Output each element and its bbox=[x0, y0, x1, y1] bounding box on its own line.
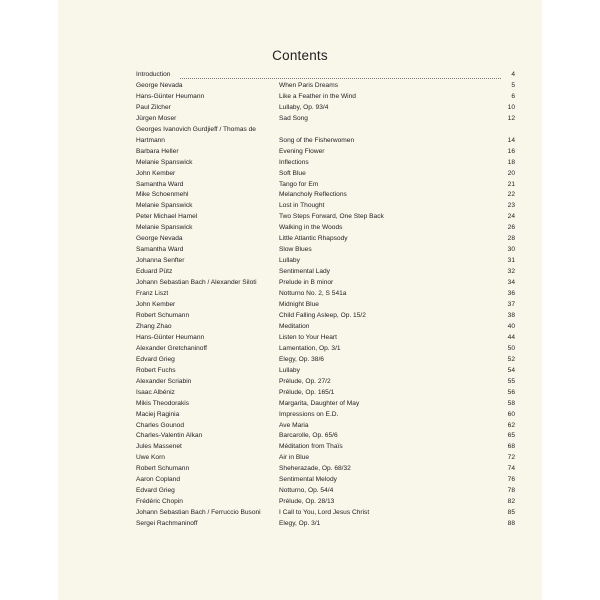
toc-entry[interactable] bbox=[136, 201, 515, 212]
toc-entry[interactable] bbox=[136, 421, 515, 432]
composer-name: Johann Sebastian Bach / Alexander Siloti bbox=[136, 279, 257, 287]
toc-entry[interactable] bbox=[136, 234, 515, 245]
page-number: 78 bbox=[507, 487, 515, 495]
toc-entry[interactable] bbox=[136, 344, 515, 355]
toc-entry[interactable] bbox=[136, 431, 515, 442]
toc-entry[interactable] bbox=[136, 322, 515, 333]
piece-title: Sad Song bbox=[279, 114, 308, 122]
piece-title: When Paris Dreams bbox=[279, 81, 338, 89]
piece-title: Sheherazade, Op. 68/32 bbox=[279, 465, 351, 473]
page-number: 55 bbox=[507, 377, 515, 385]
page-number: 56 bbox=[507, 388, 515, 396]
toc-introduction-row[interactable] bbox=[136, 70, 515, 81]
page-number: 85 bbox=[507, 509, 515, 517]
piece-title: Soft Blue bbox=[279, 169, 306, 177]
dot-leader bbox=[180, 78, 501, 79]
page-number: 40 bbox=[507, 322, 515, 330]
composer-name: Edvard Grieg bbox=[136, 487, 175, 495]
piece-title: Prélude, Op. 27/2 bbox=[279, 377, 331, 385]
piece-title: Méditation from Thaïs bbox=[279, 443, 343, 451]
composer-name: Paul Zilcher bbox=[136, 103, 171, 111]
composer-name: Alexander Scriabin bbox=[136, 377, 192, 385]
piece-title: Elegy, Op. 3/1 bbox=[279, 520, 321, 528]
toc-entry[interactable] bbox=[136, 486, 515, 497]
composer-name: Franz Liszt bbox=[136, 290, 169, 298]
composer-name: Melanie Spanswick bbox=[136, 158, 193, 166]
composer-name: Charles Gounod bbox=[136, 421, 185, 429]
composer-name: Hans-Günter Heumann bbox=[136, 333, 205, 341]
composer-name: Georges Ivanovich Gurdjieff / Thomas de Hartmann bbox=[136, 125, 256, 144]
toc-entry[interactable] bbox=[136, 300, 515, 311]
composer-name: Robert Schumann bbox=[136, 465, 190, 473]
table-of-contents bbox=[136, 70, 515, 530]
composer-name: Edvard Grieg bbox=[136, 355, 175, 363]
toc-entry[interactable] bbox=[136, 410, 515, 421]
toc-entry[interactable] bbox=[136, 103, 515, 114]
composer-name: Charles-Valentin Alkan bbox=[136, 432, 203, 440]
composer-name: Melanie Spanswick bbox=[136, 224, 193, 232]
page-number: 14 bbox=[507, 136, 515, 144]
page-number: 23 bbox=[507, 202, 515, 210]
toc-entry[interactable] bbox=[136, 475, 515, 486]
composer-name: Mike Schoenmehl bbox=[136, 191, 189, 199]
piece-title: Notturno No. 2, S 541a bbox=[279, 290, 347, 298]
introduction-label: Introduction bbox=[136, 71, 171, 78]
toc-entry[interactable] bbox=[136, 212, 515, 223]
composer-name: Frédéric Chopin bbox=[136, 498, 183, 506]
toc-entry[interactable] bbox=[136, 245, 515, 256]
page-number: 76 bbox=[507, 476, 515, 484]
page-number: 10 bbox=[507, 103, 515, 111]
toc-entry[interactable] bbox=[136, 366, 515, 377]
toc-entry[interactable] bbox=[136, 311, 515, 322]
page-number: 82 bbox=[507, 498, 515, 506]
composer-name: Mikis Theodorakis bbox=[136, 399, 190, 407]
piece-title: Song of the Fisherwomen bbox=[279, 136, 355, 144]
piece-title: Evening Flower bbox=[279, 147, 325, 155]
piece-title: Impressions on E.D. bbox=[279, 410, 339, 418]
toc-entry[interactable] bbox=[136, 190, 515, 201]
toc-entry[interactable] bbox=[136, 147, 515, 158]
composer-name: Alexander Gretchaninoff bbox=[136, 344, 207, 352]
composer-name: Peter Michael Hamel bbox=[136, 213, 198, 221]
toc-entry[interactable] bbox=[136, 519, 515, 530]
piece-title: Meditation bbox=[279, 322, 310, 330]
composer-name: George Nevada bbox=[136, 81, 183, 89]
page-number: 60 bbox=[507, 410, 515, 418]
page-number: 34 bbox=[507, 279, 515, 287]
composer-name: Hans-Günter Heumann bbox=[136, 92, 205, 100]
piece-title: Air in Blue bbox=[279, 454, 310, 462]
page-number: 22 bbox=[507, 191, 515, 199]
piece-title: I Call to You, Lord Jesus Christ bbox=[279, 509, 370, 517]
toc-entry[interactable] bbox=[136, 81, 515, 92]
composer-name: John Kember bbox=[136, 301, 176, 309]
toc-entry[interactable] bbox=[136, 278, 515, 289]
toc-entry[interactable] bbox=[136, 464, 515, 475]
toc-entry[interactable] bbox=[136, 399, 515, 410]
piece-title: Little Atlantic Rhapsody bbox=[279, 235, 348, 243]
page-number: 72 bbox=[507, 454, 515, 462]
toc-entry[interactable] bbox=[136, 169, 515, 180]
page-number: 65 bbox=[507, 432, 515, 440]
piece-title: Lost in Thought bbox=[279, 202, 325, 210]
piece-title: Sentimental Lady bbox=[279, 268, 330, 276]
piece-title: Prelude in B minor bbox=[279, 279, 334, 287]
page-number: 38 bbox=[507, 311, 515, 319]
composer-name: Sergei Rachmaninoff bbox=[136, 520, 198, 528]
toc-entry[interactable] bbox=[136, 289, 515, 300]
contents-page bbox=[58, 0, 542, 600]
page-number: 16 bbox=[507, 147, 515, 155]
toc-entry[interactable] bbox=[136, 114, 515, 125]
page-title: Contents bbox=[272, 48, 328, 63]
piece-title: Listen to Your Heart bbox=[279, 333, 337, 341]
page-number: 30 bbox=[507, 246, 515, 254]
composer-name: Samantha Ward bbox=[136, 180, 184, 188]
piece-title: Two Steps Forward, One Step Back bbox=[279, 213, 384, 221]
composer-name: Uwe Korn bbox=[136, 454, 165, 462]
page-number: 88 bbox=[507, 520, 515, 528]
composer-name: Barbara Heller bbox=[136, 147, 179, 155]
page-number: 62 bbox=[507, 421, 515, 429]
composer-name: Aaron Copland bbox=[136, 476, 180, 484]
page-number: 58 bbox=[507, 399, 515, 407]
toc-entry[interactable] bbox=[136, 377, 515, 388]
piece-title: Lullaby bbox=[279, 366, 300, 374]
piece-title: Lullaby bbox=[279, 257, 300, 265]
composer-name: Johann Sebastian Bach / Ferruccio Busoni bbox=[136, 509, 261, 517]
composer-name: Johanna Senfter bbox=[136, 257, 185, 265]
composer-name: Zhang Zhao bbox=[136, 322, 172, 330]
composer-name: George Nevada bbox=[136, 235, 183, 243]
piece-title: Barcarolle, Op. 65/6 bbox=[279, 432, 338, 440]
piece-title: Child Falling Asleep, Op. 15/2 bbox=[279, 311, 366, 319]
piece-title: Walking in the Woods bbox=[279, 224, 343, 232]
page-number: 52 bbox=[507, 355, 515, 363]
toc-entry[interactable] bbox=[136, 125, 515, 147]
toc-entry[interactable] bbox=[136, 453, 515, 464]
composer-name: Jürgen Moser bbox=[136, 114, 177, 122]
toc-entry[interactable] bbox=[136, 497, 515, 508]
piece-title: Lullaby, Op. 93/4 bbox=[279, 103, 329, 111]
page-number: 6 bbox=[511, 92, 515, 100]
composer-name: Melanie Spanswick bbox=[136, 202, 193, 210]
introduction-page-number: 4 bbox=[511, 71, 515, 78]
piece-title: Ave Maria bbox=[279, 421, 309, 429]
piece-title: Prélude, Op. 165/1 bbox=[279, 388, 335, 396]
page-number: 12 bbox=[507, 114, 515, 122]
composer-name: Eduard Pütz bbox=[136, 268, 173, 276]
composer-name: Samantha Ward bbox=[136, 246, 184, 254]
composer-name: Robert Schumann bbox=[136, 311, 190, 319]
piece-title: Like a Feather in the Wind bbox=[279, 92, 356, 100]
toc-entry[interactable] bbox=[136, 256, 515, 267]
page-number: 32 bbox=[507, 268, 515, 276]
page-number: 74 bbox=[507, 465, 515, 473]
page-number: 26 bbox=[507, 224, 515, 232]
piece-title: Notturno, Op. 54/4 bbox=[279, 487, 334, 495]
toc-entry[interactable] bbox=[136, 92, 515, 103]
composer-name: Isaac Albéniz bbox=[136, 388, 175, 396]
toc-entry[interactable] bbox=[136, 333, 515, 344]
page-number: 21 bbox=[507, 180, 515, 188]
page-number: 50 bbox=[507, 344, 515, 352]
piece-title: Elegy, Op. 38/6 bbox=[279, 355, 324, 363]
page-number: 54 bbox=[507, 366, 515, 374]
page-number: 44 bbox=[507, 333, 515, 341]
toc-entry[interactable] bbox=[136, 267, 515, 278]
composer-name: Jules Massenet bbox=[136, 443, 182, 451]
page-number: 31 bbox=[507, 257, 515, 265]
page-number: 37 bbox=[507, 301, 515, 309]
composer-name: John Kember bbox=[136, 169, 176, 177]
toc-entry[interactable] bbox=[136, 180, 515, 191]
piece-title: Inflections bbox=[279, 158, 309, 166]
toc-entry[interactable] bbox=[136, 355, 515, 366]
page-number: 28 bbox=[507, 235, 515, 243]
piece-title: Midnight Blue bbox=[279, 301, 319, 309]
composer-name: Robert Fuchs bbox=[136, 366, 176, 374]
piece-title: Margarita, Daughter of May bbox=[279, 399, 360, 407]
page-number: 68 bbox=[507, 443, 515, 451]
page-number: 5 bbox=[511, 81, 515, 89]
toc-entry[interactable] bbox=[136, 388, 515, 399]
page-number: 18 bbox=[507, 158, 515, 166]
page-number: 36 bbox=[507, 290, 515, 298]
piece-title: Melancholy Reflections bbox=[279, 191, 347, 199]
composer-name: Maciej Raginia bbox=[136, 410, 180, 418]
piece-title: Slow Blues bbox=[279, 246, 312, 254]
page-number: 24 bbox=[507, 213, 515, 221]
toc-entry[interactable] bbox=[136, 223, 515, 234]
piece-title: Lamentation, Op. 3/1 bbox=[279, 344, 341, 352]
piece-title: Prélude, Op. 28/13 bbox=[279, 498, 335, 506]
toc-entry[interactable] bbox=[136, 158, 515, 169]
piece-title: Sentimental Melody bbox=[279, 476, 337, 484]
toc-entry[interactable] bbox=[136, 442, 515, 453]
piece-title: Tango for Em bbox=[279, 180, 319, 188]
page-number: 20 bbox=[507, 169, 515, 177]
toc-entry[interactable] bbox=[136, 508, 515, 519]
